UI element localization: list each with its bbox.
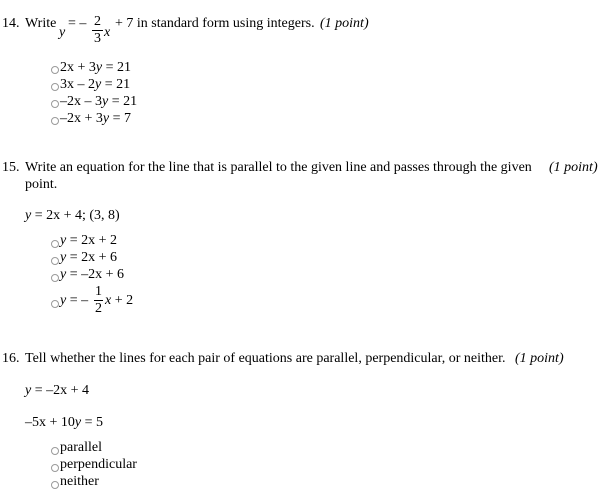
- option-label[interactable]: –2x – 3y = 21: [60, 94, 138, 109]
- option-label[interactable]: y = 2x + 6: [60, 250, 118, 265]
- radio-button[interactable]: [51, 83, 59, 91]
- radio-button[interactable]: [51, 274, 59, 282]
- equation-equals: = –: [68, 16, 87, 31]
- points-label: (1 point): [549, 160, 598, 175]
- given-equation: y = 2x + 4; (3, 8): [25, 208, 120, 223]
- question-prompt: Tell whether the lines for each pair of equations are parallel, perpendicular, or neither.: [25, 351, 506, 366]
- radio-button[interactable]: [51, 240, 59, 248]
- option-label-rest[interactable]: x + 2: [105, 293, 134, 308]
- option-fraction[interactable]: 1 2: [95, 284, 102, 316]
- option-label[interactable]: parallel: [60, 440, 102, 455]
- question-prompt-rest: + 7 in standard form using integers.: [115, 16, 315, 31]
- radio-button[interactable]: [51, 100, 59, 108]
- radio-button[interactable]: [51, 257, 59, 265]
- radio-button[interactable]: [51, 300, 59, 308]
- equation-x: x: [104, 25, 111, 40]
- question-prompt: Write: [25, 16, 57, 31]
- points-label: (1 point): [320, 16, 369, 31]
- radio-button[interactable]: [51, 464, 59, 472]
- equation-fraction: 2 3: [94, 14, 101, 46]
- option-label[interactable]: perpendicular: [60, 457, 137, 472]
- equation-2: –5x + 10y = 5: [25, 415, 104, 430]
- option-label[interactable]: 2x + 3y = 21: [60, 60, 132, 75]
- equation-1: y = –2x + 4: [25, 383, 90, 398]
- option-label-y[interactable]: y = –: [60, 293, 89, 308]
- points-label: (1 point): [515, 351, 564, 366]
- radio-button[interactable]: [51, 117, 59, 125]
- option-label[interactable]: 3x – 2y = 21: [60, 77, 131, 92]
- radio-button[interactable]: [51, 66, 59, 74]
- question-number: 14.: [2, 16, 20, 31]
- question-number: 15.: [2, 160, 20, 175]
- question-prompt-line2: point.: [25, 177, 58, 192]
- question-number: 16.: [2, 351, 20, 366]
- option-label[interactable]: –2x + 3y = 7: [60, 111, 132, 126]
- question-prompt: Write an equation for the line that is parallel to the given line and passes through the given: [25, 160, 532, 175]
- option-label[interactable]: y = –2x + 6: [60, 267, 125, 282]
- equation-y: y: [59, 25, 66, 40]
- option-label[interactable]: neither: [60, 474, 99, 489]
- radio-button[interactable]: [51, 447, 59, 455]
- radio-button[interactable]: [51, 481, 59, 489]
- option-label[interactable]: y = 2x + 2: [60, 233, 118, 248]
